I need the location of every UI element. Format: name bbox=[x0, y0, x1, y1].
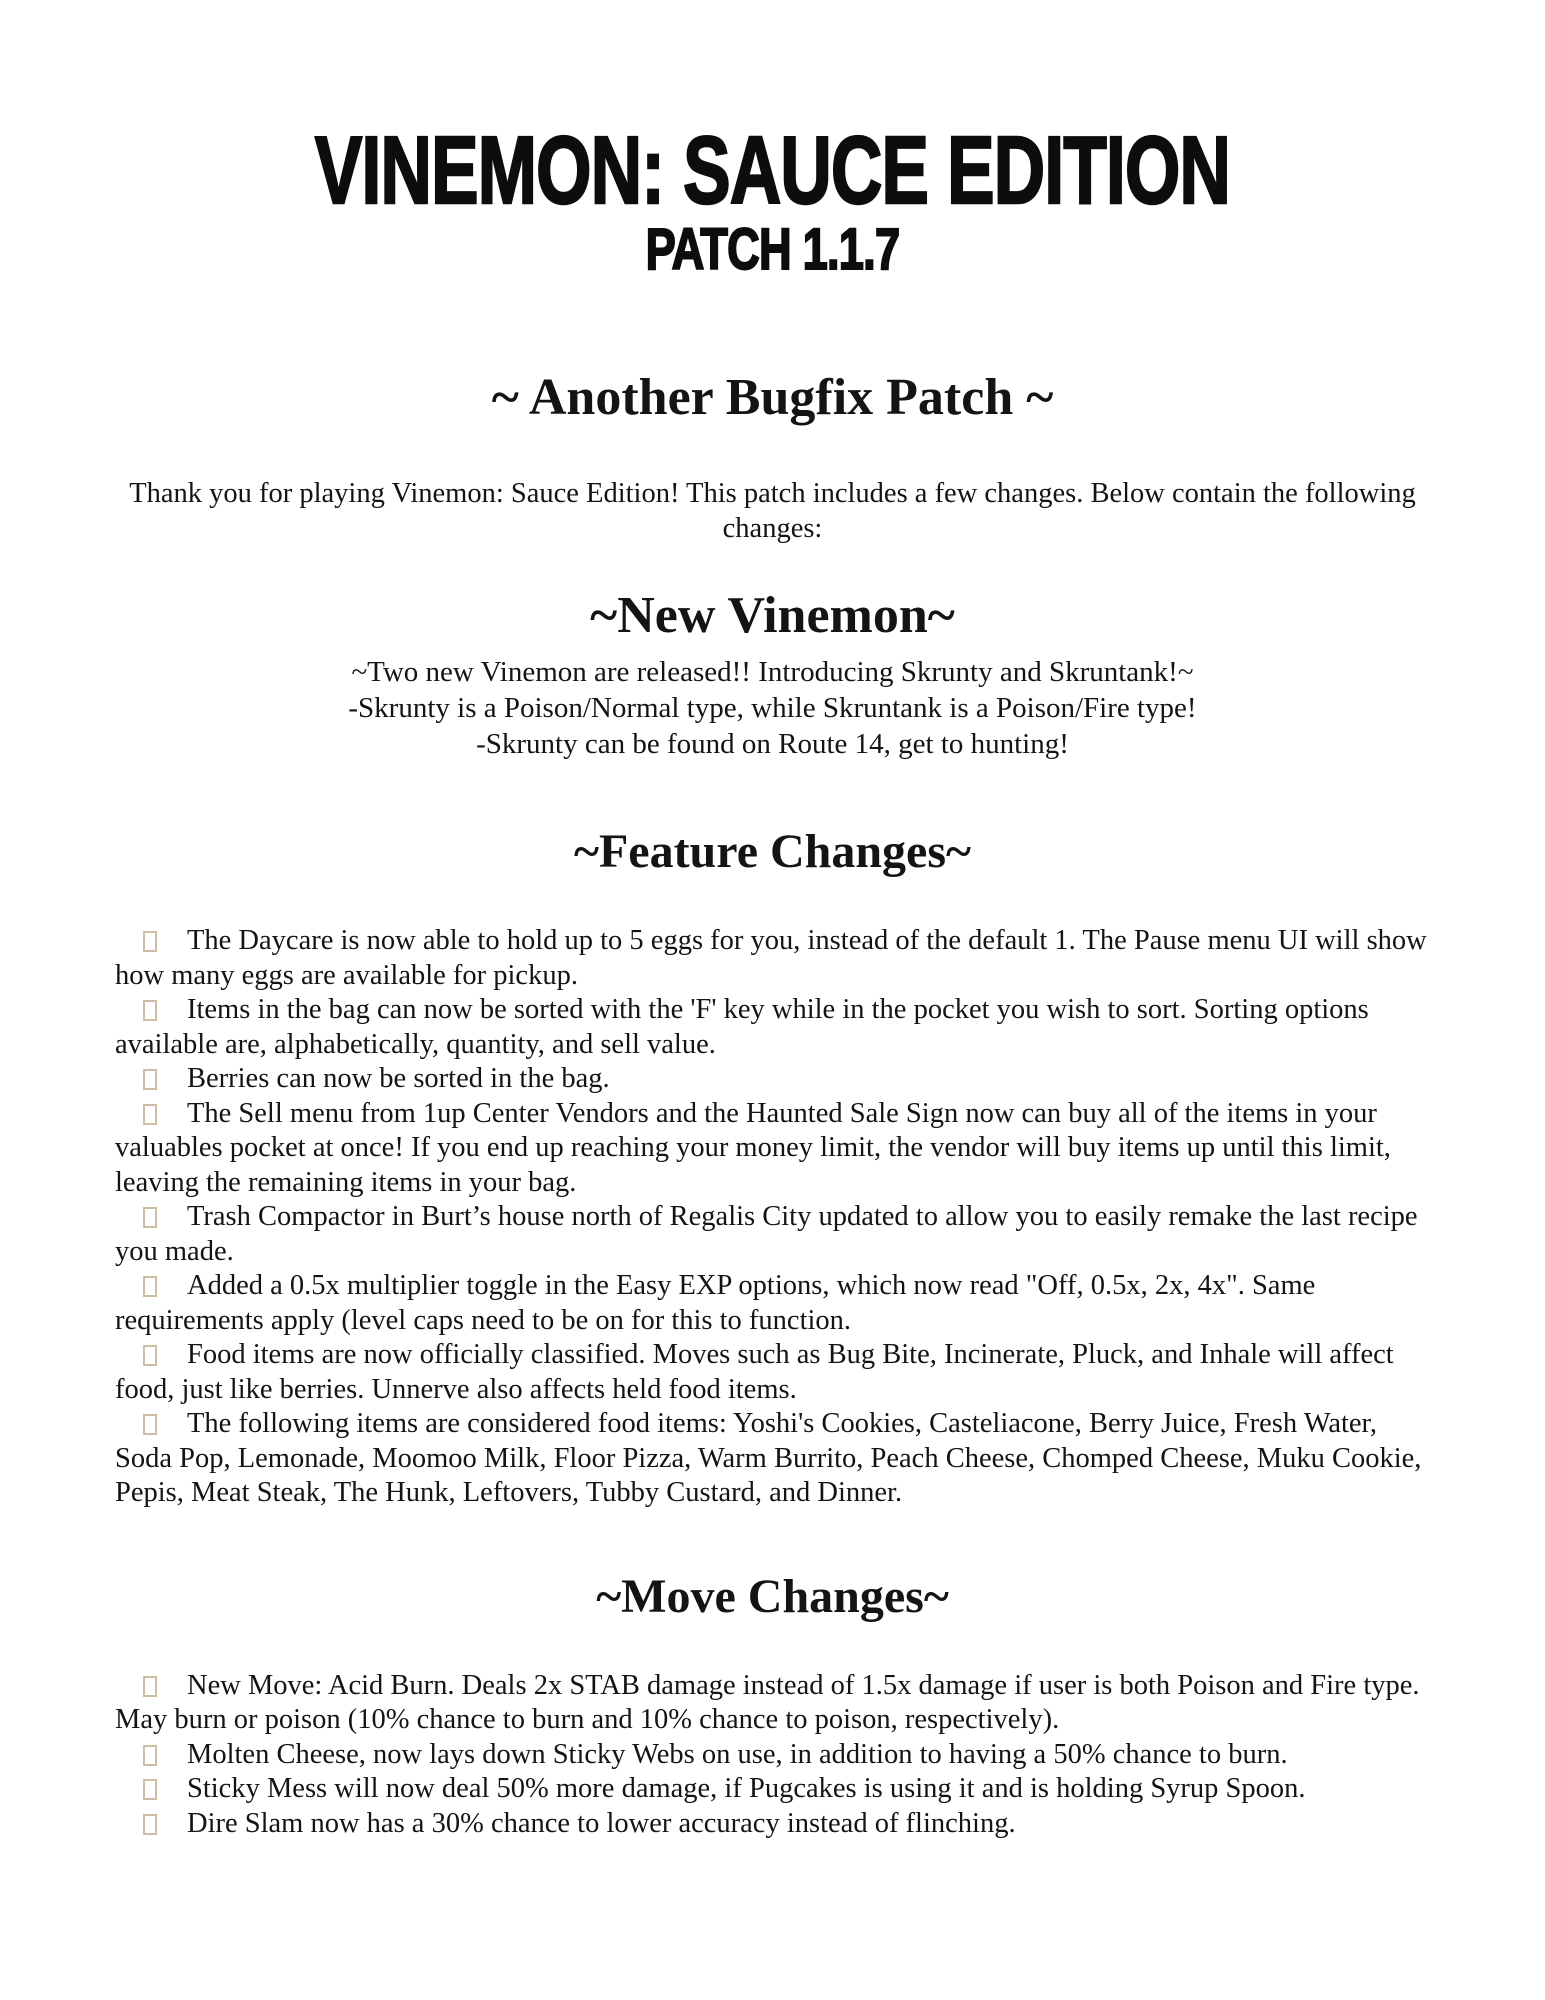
empty-checkbox-glyph-icon bbox=[143, 1069, 157, 1090]
empty-checkbox-glyph-icon bbox=[143, 1745, 157, 1766]
bullet-item bbox=[115, 924, 1430, 993]
bullet-text: New Move: Acid Burn. Deals 2x STAB damage instead of 1.5x damage if user is both Poison and Fire type. May burn or poison (10% chance to burn and 10% chance to poison, respectively). bbox=[115, 1669, 1420, 1736]
bullet-list bbox=[115, 924, 1430, 1511]
section-move-changes bbox=[115, 1569, 1430, 1842]
section-subline: -Skrunty is a Poison/Normal type, while Skruntank is a Poison/Fire type! bbox=[348, 692, 1197, 725]
bullet-item bbox=[115, 1669, 1430, 1738]
empty-checkbox-glyph-icon bbox=[143, 1104, 157, 1125]
bullet-item bbox=[115, 1807, 1430, 1842]
intro-paragraph: Thank you for playing Vinemon: Sauce Edition! This patch includes a few changes. Below contain the following changes: bbox=[129, 478, 1416, 545]
section-feature-changes bbox=[115, 825, 1430, 1511]
bullet-text: Berries can now be sorted in the bag. bbox=[187, 1063, 610, 1095]
bullet-text: Items in the bag can now be sorted with the 'F' key while in the pocket you wish to sort. Sorting options available are, alphabetically, quantity, and sell value. bbox=[115, 994, 1369, 1060]
bullet-item bbox=[115, 1738, 1430, 1773]
empty-checkbox-glyph-icon bbox=[143, 1814, 157, 1835]
bullet-item bbox=[115, 1062, 1430, 1097]
section-heading: ~New Vinemon~ bbox=[590, 587, 955, 645]
empty-checkbox-glyph-icon bbox=[143, 1779, 157, 1800]
bullet-list bbox=[115, 1669, 1430, 1842]
tagline-heading: ~ Another Bugfix Patch ~ bbox=[491, 369, 1054, 427]
bullet-item bbox=[115, 1097, 1430, 1201]
empty-checkbox-glyph-icon bbox=[143, 1414, 157, 1435]
bullet-text: Food items are now officially classified. Moves such as Bug Bite, Incinerate, Pluck, and Inhale will affect food, just like berries. Unnerve also affects held food items. bbox=[115, 1339, 1394, 1405]
bullet-item bbox=[115, 1269, 1430, 1338]
bullet-text: The following items are considered food items: Yoshi's Cookies, Casteliacone, Berry Juice, Fresh Water, Soda Pop, Lemonade, Moomoo Milk, Floor Pizza, Warm Burrito, Peach Cheese, Chomped Cheese, Muku Cookie, Pepis, Meat Steak, The Hunk, Leftovers, Tubby Custard, and Dinner. bbox=[115, 1408, 1422, 1509]
document-subtitle: PATCH 1.1.7 bbox=[645, 217, 900, 283]
section-subline: -Skrunty can be found on Route 14, get to hunting! bbox=[476, 728, 1069, 761]
document-title: VINEMON: SAUCE EDITION bbox=[314, 117, 1231, 224]
bullet-item bbox=[115, 1338, 1430, 1407]
bullet-text: Dire Slam now has a 30% chance to lower accuracy instead of flinching. bbox=[187, 1807, 1016, 1839]
bullet-item bbox=[115, 1200, 1430, 1269]
empty-checkbox-glyph-icon bbox=[143, 1000, 157, 1021]
bullet-text: Sticky Mess will now deal 50% more damage, if Pugcakes is using it and is holding Syrup Spoon. bbox=[187, 1773, 1306, 1805]
empty-checkbox-glyph-icon bbox=[143, 1276, 157, 1297]
empty-checkbox-glyph-icon bbox=[143, 1345, 157, 1366]
bullet-text: The Sell menu from 1up Center Vendors and the Haunted Sale Sign now can buy all of the items in your valuables pocket at once! If you end up reaching your money limit, the vendor will buy items up until this limit, leaving the remaining items in your bag. bbox=[115, 1097, 1391, 1198]
bullet-text: The Daycare is now able to hold up to 5 eggs for you, instead of the default 1. The Pause menu UI will show how many eggs are available for pickup. bbox=[115, 925, 1427, 991]
section-subline: ~Two new Vinemon are released!! Introducing Skrunty and Skruntank!~ bbox=[351, 656, 1194, 689]
bullet-item bbox=[115, 993, 1430, 1062]
empty-checkbox-glyph-icon bbox=[143, 1676, 157, 1697]
bullet-item bbox=[115, 1407, 1430, 1511]
empty-checkbox-glyph-icon bbox=[143, 1207, 157, 1228]
bullet-text: Added a 0.5x multiplier toggle in the Easy EXP options, which now read "Off, 0.5x, 2x, 4x". Same requirements apply (level caps need to be on for this to function. bbox=[115, 1270, 1316, 1336]
bullet-text: Molten Cheese, now lays down Sticky Webs on use, in addition to having a 50% chance to burn. bbox=[187, 1738, 1288, 1770]
bullet-text: Trash Compactor in Burt’s house north of Regalis City updated to allow you to easily remake the last recipe you made. bbox=[115, 1201, 1418, 1267]
sections-host bbox=[115, 587, 1430, 1841]
section-heading: ~Move Changes~ bbox=[596, 1569, 949, 1623]
bullet-item bbox=[115, 1772, 1430, 1807]
empty-checkbox-glyph-icon bbox=[143, 931, 157, 952]
section-new-vinemon bbox=[115, 587, 1430, 762]
section-heading: ~Feature Changes~ bbox=[573, 825, 971, 879]
